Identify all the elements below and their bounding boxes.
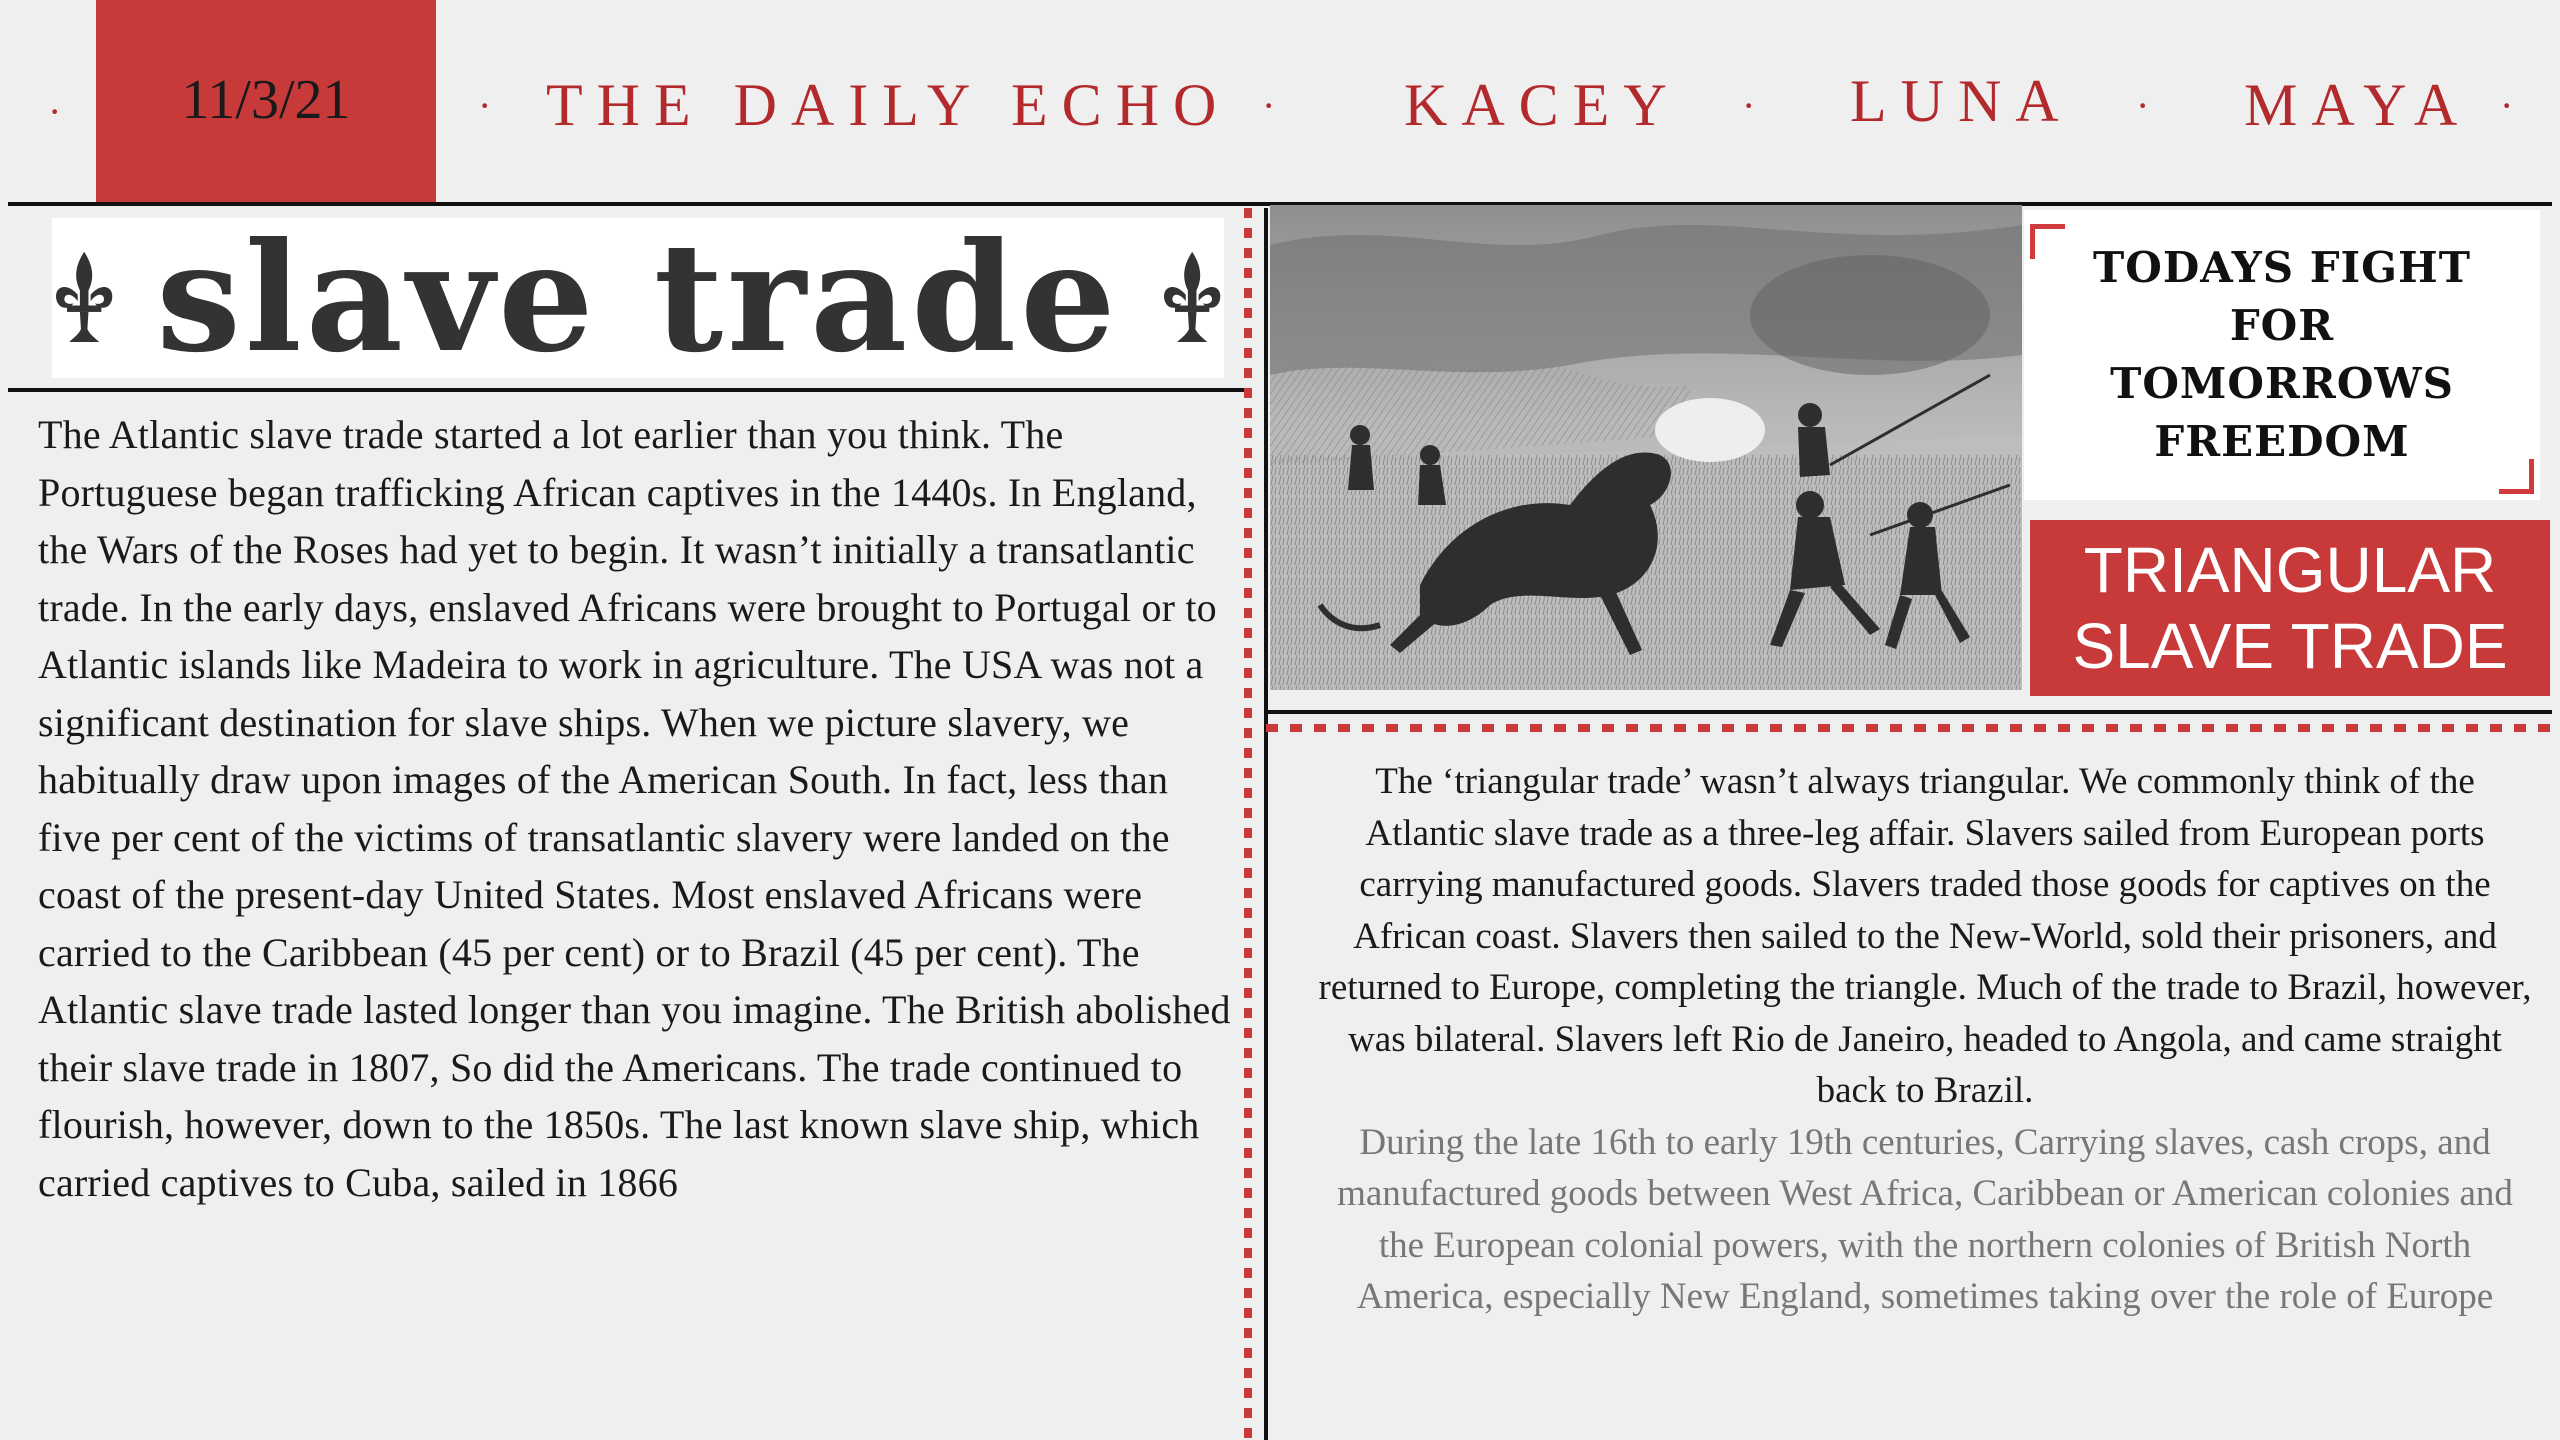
corner-bracket [2030,224,2065,259]
headline-banner [52,210,1224,386]
slogan-line: TODAYS FIGHT [2093,243,2471,292]
headline: slave trade [156,210,1120,386]
separator-dot: · [1742,83,1756,128]
paper-name: THE DAILY ECHO [546,72,1231,138]
column-divider [1264,208,1268,1440]
separator-dot: · [2500,83,2514,128]
fleur-de-lis-icon [1160,233,1224,363]
slogan-line: TOMORROWS [2110,359,2454,408]
historical-illustration [1270,205,2022,690]
author-name: MAYA [2244,72,2472,138]
right-article-paragraph: During the late 16th to early 19th centuries, Carrying slaves, cash crops, and manufactured goods between West Africa, Caribbean or American colonies and the European colonial powers, with the northern colonies of British North America, especially New England, sometimes taking over the role of Europe [1337,1121,2513,1317]
section-rule [1266,710,2552,714]
slogan-line: FOR [2229,301,2335,350]
corner-bracket [2499,459,2534,494]
lion-hunt-engraving-icon [1270,205,2022,690]
section-label-line: SLAVE TRADE [2072,610,2508,682]
separator-dot: · [478,83,492,128]
author-name: KACEY [1404,72,1681,138]
author-name: LUNA [1850,68,2073,134]
separator-dot: · [2136,83,2150,128]
slogan-line: FREEDOM [2154,417,2410,466]
date-badge: 11/3/21 [96,0,436,202]
fleur-de-lis-icon [52,233,116,363]
separator-dot: · [48,89,62,134]
section-label [2030,520,2550,696]
separator-dot: · [1262,83,1276,128]
section-rule-dashed [1266,724,2552,732]
section-label-line: TRIANGULAR [2083,534,2497,606]
slogan-box [2024,210,2540,500]
right-article-paragraph: The ‘triangular trade’ wasn’t always triangular. We commonly think of the Atlantic slave trade as a three-leg affair. Slavers sailed from European ports carrying manufactured goods. Slavers traded those goods for captives on the African coast. Slavers then sailed to the New-World, sold their prisoners, and returned to Europe, completing the triangle. Much of the trade to Brazil, however, was bilateral. Slavers left Rio de Janeiro, headed to Angola, and came straight back to Brazil. [1318,761,2532,1111]
left-article-text: The Atlantic slave trade started a lot earlier than you think. The Portuguese began trafficking African captives in the 1440s. In England, the Wars of the Roses had yet to begin. It wasn’t initially a transatlantic trade. In the early days, enslaved Africans were brought to Portugal or to Atlantic islands like Madeira to work in agriculture. The USA was not a significant destination for slave ships. When we picture slavery, we habitually draw upon images of the American South. In fact, less than five per cent of the victims of transatlantic slavery were landed on the coast of the present-day United States. Most enslaved Africans were carried to the Caribbean (45 per cent) or to Brazil (45 per cent). The Atlantic slave trade lasted longer than you imagine. The British abolished their slave trade in 1807, So did the Americans. The trade continued to flourish, however, down to the 1850s. The last known slave ship, which carried captives to Cuba, sailed in 1866 [38,412,1231,1205]
title-rule [8,388,1246,392]
right-article [1318,756,2532,1323]
column-divider-dashed [1244,208,1252,1440]
